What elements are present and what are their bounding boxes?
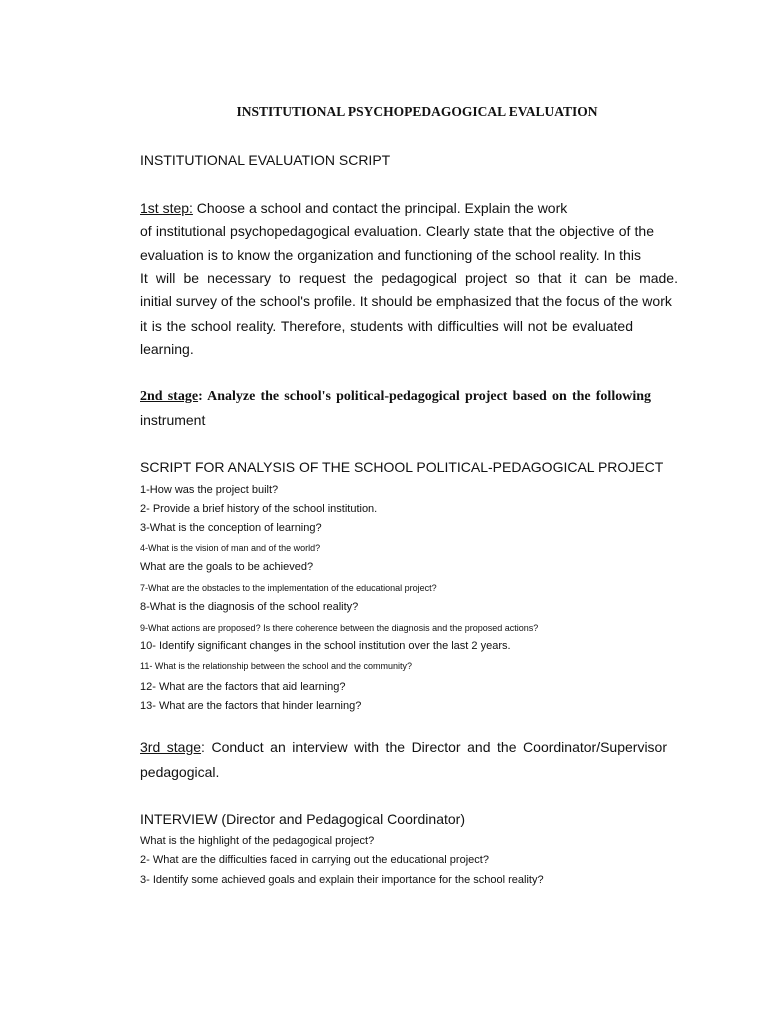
step1-line6: it is the school reality. Therefore, students with difficulties will not be evaluated [140,318,633,334]
question-item: 7-What are the obstacles to the implementation of the educational project? [140,583,437,593]
section-heading-evaluation-script: INSTITUTIONAL EVALUATION SCRIPT [140,152,391,168]
question-item: 9-What actions are proposed? Is there coherence between the diagnosis and the proposed actions? [140,623,539,633]
question-item: What are the goals to be achieved? [140,561,314,573]
step1-label: 1st step: [140,200,193,216]
step1-line7: learning. [140,341,194,357]
step3-line2: pedagogical. [140,764,220,780]
question-item: 13- What are the factors that hinder learning? [140,700,362,712]
step2-line1 [140,389,651,405]
step1-line4: It will be necessary to request the pedagogical project so that it can be made. [140,270,678,286]
question-item: 12- What are the factors that aid learning? [140,681,346,693]
question-item: 11- What is the relationship between the school and the community? [140,661,412,671]
question-item: 4-What is the vision of man and of the world? [140,543,321,553]
step2-line2: instrument [140,412,206,428]
interview-question: 2- What are the difficulties faced in carrying out the educational project? [140,854,489,866]
question-item: 2- Provide a brief history of the school institution. [140,503,378,515]
document-title: INSTITUTIONAL PSYCHOPEDAGOGICAL EVALUATION [236,104,598,119]
question-item: 1-How was the project built? [140,484,279,496]
step1-line5: initial survey of the school's profile. It should be emphasized that the focus of the work [140,293,672,309]
interview-question: What is the highlight of the pedagogical project? [140,835,375,847]
question-item: 8-What is the diagnosis of the school reality? [140,601,359,613]
interview-question: 3- Identify some achieved goals and explain their importance for the school reality? [140,874,544,886]
step3-label: 3rd stage [140,739,202,755]
script-heading: SCRIPT FOR ANALYSIS OF THE SCHOOL POLITICAL-PEDAGOGICAL PROJECT [140,459,664,475]
step3-text-1: : Conduct an interview with the Director and the Coordinator/Supervisor [201,739,668,755]
interview-heading: INTERVIEW (Director and Pedagogical Coordinator) [140,811,465,827]
step1-line2: of institutional psychopedagogical evaluation. Clearly state that the objective of the [140,223,654,239]
step2-label: 2nd stage [140,389,199,404]
step2-text-1: : Analyze the school's political-pedagogical project based on the following [198,389,651,404]
step1-text-1: Choose a school and contact the principal. Explain the work [192,200,568,216]
question-item: 10- Identify significant changes in the school institution over the last 2 years. [140,640,511,652]
step3-line1 [140,739,667,755]
question-item: 3-What is the conception of learning? [140,522,322,534]
step1-line1 [140,200,567,216]
step1-line3: evaluation is to know the organization and functioning of the school reality. In this [140,247,641,263]
